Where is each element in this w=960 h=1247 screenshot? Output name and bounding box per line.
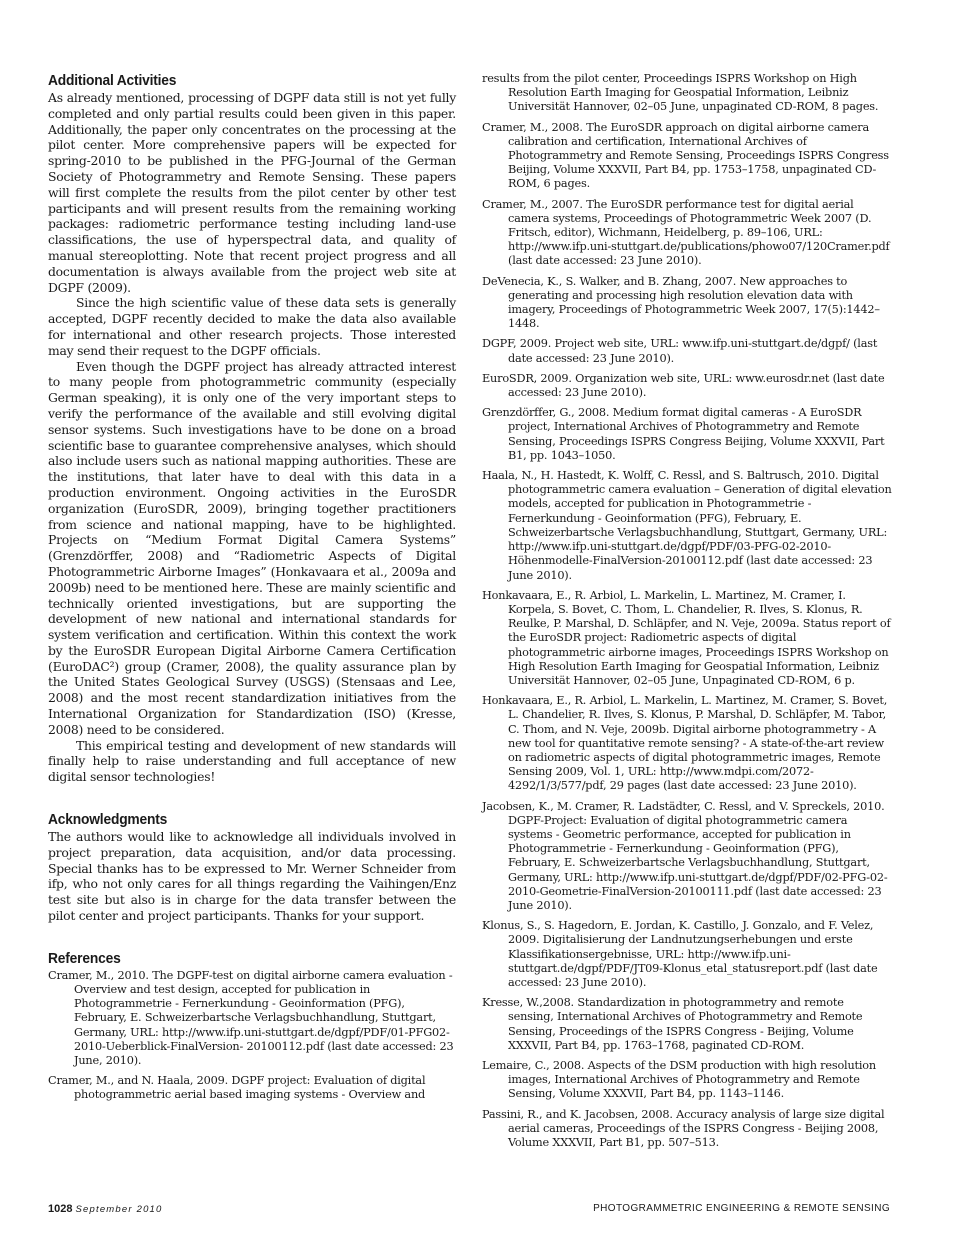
right-column <box>482 72 892 1156</box>
reference-item: Passini, R., and K. Jacobsen, 2008. Accuracy analysis of large size digital aerial cameras, Proceedings of the ISPRS Congress - Beijing 2008, Volume XXXVII, Part B1, pp. 507–513. <box>482 1107 885 1150</box>
references-list-right <box>482 72 892 1150</box>
paragraph: Even though the DGPF project has already attracted interest to many people from photogrammetric community (especially German speaking), it is only one of the very important steps to verify the performance of the available and still evolving digital sensor systems. Such investigations have to be done on a broad scientific base to guarantee comprehensive analyses, which should also include users such as national mapping authorities. These are the institutions, that later have to deal with this data in a production environment. Ongoing activities in the EuroSDR organization (EuroSDR, 2009), bringing together practitioners from science and national mapping, have to be highlighted. Projects on “Medium Format Digital Camera Systems” (Grenzdörffer, 2008) and “Radiometric Aspects of Digital Photogrammetric Airborne Images” (Honkavaara et al., 2009a and 2009b) need to be mentioned here. These are mainly scientific and technically oriented investigations, but are supporting the development of new national and international standards for system verification and certification. Within this context the work by the EuroSDR European Digital Airborne Camera Certification (EuroDAC²) group (Cramer, 2008), the quality assurance plan by the United States Geological Survey (USGS) (Stensaas and Lee, 2008) and the most recent standardization initiatives from the International Organization for Standardization (ISO) (Kresse, 2008) need to be considered. <box>48 358 456 737</box>
journal-name: PHOTOGRAMMETRIC ENGINEERING & REMOTE SENSING <box>593 1203 890 1214</box>
reference-item: Honkavaara, E., R. Arbiol, L. Markelin, L. Martinez, M. Cramer, I. Korpela, S. Bovet, C. Thom, L. Chandelier, R. Ilves, S. Klonus, R. Reulke, P. Marshal, D. Schläpfer, and N. Veje, 2009a. Status report of the EuroSDR project: Radiometric aspects of digital photogrammetric airborne images, Proceedings ISPRS Workshop on High Resolution Earth Imaging for Geospatial Information, Leibniz Universität Hannover, 02–05 June, Unpaginated CD-ROM, 6 p. <box>482 588 891 687</box>
reference-item: DeVenecia, K., S. Walker, and B. Zhang, 2007. New approaches to generating and processing high resolution elevation data with imagery, Proceedings of Photogrammetric Week 2007, 17(5):1442–1448. <box>482 274 880 331</box>
paragraph: This empirical testing and development of new standards will finally help to raise understanding and full acceptance of new digital sensor technologies! <box>48 737 456 785</box>
reference-item: Kresse, W.,2008. Standardization in photogrammetry and remote sensing, International Archives of Photogrammetry and Remote Sensing, Proceedings of the ISPRS Congress - Beijing, Volume XXXVII, Part B4, pp. 1763–1768, paginated CD-ROM. <box>482 996 863 1052</box>
issue-date: September 2010 <box>75 1204 163 1215</box>
acknowledgments-text: The authors would like to acknowledge all individuals involved in project preparation, data acquisition, and/or data processing. Special thanks has to be expressed to Mr. Werner Schneider from ifp, who not only cares for all things regarding the Vaihingen/Enz test site but also is in charge for the data transfer between the pilot center and project participants. Thanks for your support. <box>48 829 456 924</box>
reference-item: Jacobsen, K., M. Cramer, R. Ladstädter, C. Ressl, and V. Spreckels, 2010. DGPF-Project: Evaluation of digital photogrammetric camera systems - Geometric performance, accepted for publication in Photogrammetrie - Fernerkundung - Geoinformation (PFG), February, E. Schweizerbartsche Verlagsbuchhandlung, Stuttgart, Germany, URL: http://www.ifp.uni-stuttgart.de/dgpf/PDF/02-PFG-02-2010-Geometrie-FinalVersion-20100111.pdf (last date accessed: 23 June 2010). <box>482 799 888 912</box>
reference-item: Honkavaara, E., R. Arbiol, L. Markelin, L. Martinez, M. Cramer, S. Bovet, L. Chandelier, R. Ilves, S. Klonus, P. Marshal, D. Schläpfer, M. Tabor, C. Thom, and N. Veje, 2009b. Digital airborne photogrammetry - A new tool for quantitative remote sensing? - A state-of-the-art review on radiometric aspects of digital photogrammetric images, Remote Sensing 2009, Vol. 1, URL: http://www.mdpi.com/2072-4292/1/3/577/pdf, 29 pages (last date accessed: 23 June 2010). <box>482 694 888 793</box>
reference-item: Grenzdörffer, G., 2008. Medium format digital cameras - A EuroSDR project, International Archives of Photogrammetry and Remote Sensing, Proceedings ISPRS Congress Beijing, Volume XXXVII, Part B1, pp. 1043–1050. <box>482 406 885 462</box>
reference-item: results from the pilot center, Proceedings ISPRS Workshop on High Resolution Earth Imaging for Geospatial Information, Leibniz Universität Hannover, 02–05 June, unpaginated CD-ROM, 8 pages. <box>482 72 879 114</box>
left-column <box>48 72 456 1109</box>
acknowledgments-heading: Acknowledgments <box>48 811 168 829</box>
reference-item: Cramer, M., 2010. The DGPF-test on digital airborne camera evaluation - Overview and test design, accepted for publication in Photogrammetrie - Fernerkundung - Geoinformation (PFG), February, E. Schweizerbartsche Verlagsbuchhandlung, Stuttgart, Germany, URL: http://www.ifp.uni-stuttgart.de/dgpf/PDF/01-PFG02-2010-Ueberblick-FinalVersion- 20100112.pdf (last date accessed: 23 June, 2010). <box>48 968 454 1068</box>
page-number: 1028 <box>48 1203 73 1215</box>
reference-item: EuroSDR, 2009. Organization web site, URL: www.eurosdr.net (last date accessed: 23 June 2010). <box>482 371 885 400</box>
reference-item: DGPF, 2009. Project web site, URL: www.ifp.uni-stuttgart.de/dgpf/ (last date accessed: 23 June 2010). <box>482 337 878 365</box>
additional-activities-section <box>48 72 456 785</box>
page-footer <box>48 1203 890 1219</box>
reference-item: Lemaire, C., 2008. Aspects of the DSM production with high resolution images, International Archives of Photogrammetry and Remote Sensing, Volume XXXVII, Part B4, pp. 1143–1146. <box>482 1059 876 1101</box>
reference-item: Cramer, M., and N. Haala, 2009. DGPF project: Evaluation of digital photogrammetric aerial based imaging systems - Overview and <box>48 1074 426 1102</box>
reference-item: Haala, N., H. Hastedt, K. Wolff, C. Ressl, and S. Baltrusch, 2010. Digital photogrammetric camera evaluation – Generation of digital elevation models, accepted for publication in Photogrammetrie - Fernerkundung - Geoinformation (PFG), February, E. Schweizerbartsche Verlagsbuchhandlung, Stuttgart, Germany, URL: http://www.ifp.uni-stuttgart.de/dgpf/PDF/03-PFG-02-2010-Höhenmodelle-FinalVersion-20100112.pdf (last date accessed: 23 June 2010). <box>482 469 892 582</box>
reference-item: Cramer, M., 2007. The EuroSDR performance test for digital aerial camera systems, Proceedings of Photogrammetric Week 2007 (D. Fritsch, editor), Wichmann, Heidelberg, p. 89–106, URL: http://www.ifp.uni-stuttgart.de/publications/phowo07/120Cramer.pdf (last date accessed: 23 June 2010). <box>482 197 890 268</box>
reference-item: Cramer, M., 2008. The EuroSDR approach on digital airborne camera calibration and certification, International Archives of Photogrammetry and Remote Sensing, Proceedings ISPRS Congress Beijing, Volume XXXVII, Part B4, pp. 1753–1758, unpaginated CD-ROM, 6 pages. <box>482 120 889 191</box>
paragraph: As already mentioned, processing of DGPF data still is not yet fully completed and only partial results could been given in this paper. Additionally, the paper only concentrates on the processing at the pilot center. More comprehensive papers will be expected for spring-2010 to be published in the PFG-Journal of the German Society of Photogrammetry and Remote Sensing. These papers will first complete the results from the pilot center by other test participants and will present results from the remaining working packages: radiometric performance testing including land-use classifications, the use of hyperspectral data, and quality of manual stereoplotting. Note that recent project progress and all documentation is always available from the project web site at DGPF (2009). <box>48 90 456 295</box>
paragraph: Since the high scientific value of these data sets is generally accepted, DGPF recently decided to make the data also available for international and other research projects. Those interested may send their request to the DGPF officials. <box>48 295 456 358</box>
references-heading: References <box>48 949 121 967</box>
references-section <box>48 950 456 1103</box>
footer-left <box>48 1203 163 1215</box>
additional-activities-heading: Additional Activities <box>48 72 177 89</box>
reference-item: Klonus, S., S. Hagedorn, E. Jordan, K. Castillo, J. Gonzalo, and F. Velez, 2009. Digitalisierung der Landnutzungserhebungen und erste Klassifikationsergebnisse, URL: http://www.ifp.uni-stuttgart.de/dgpf/PDF/JT09-Klonus_etal_statusreport.pdf (last date accessed: 23 June 2010). <box>482 919 878 989</box>
acknowledgments-section <box>48 811 456 924</box>
references-list-left <box>48 969 456 1103</box>
